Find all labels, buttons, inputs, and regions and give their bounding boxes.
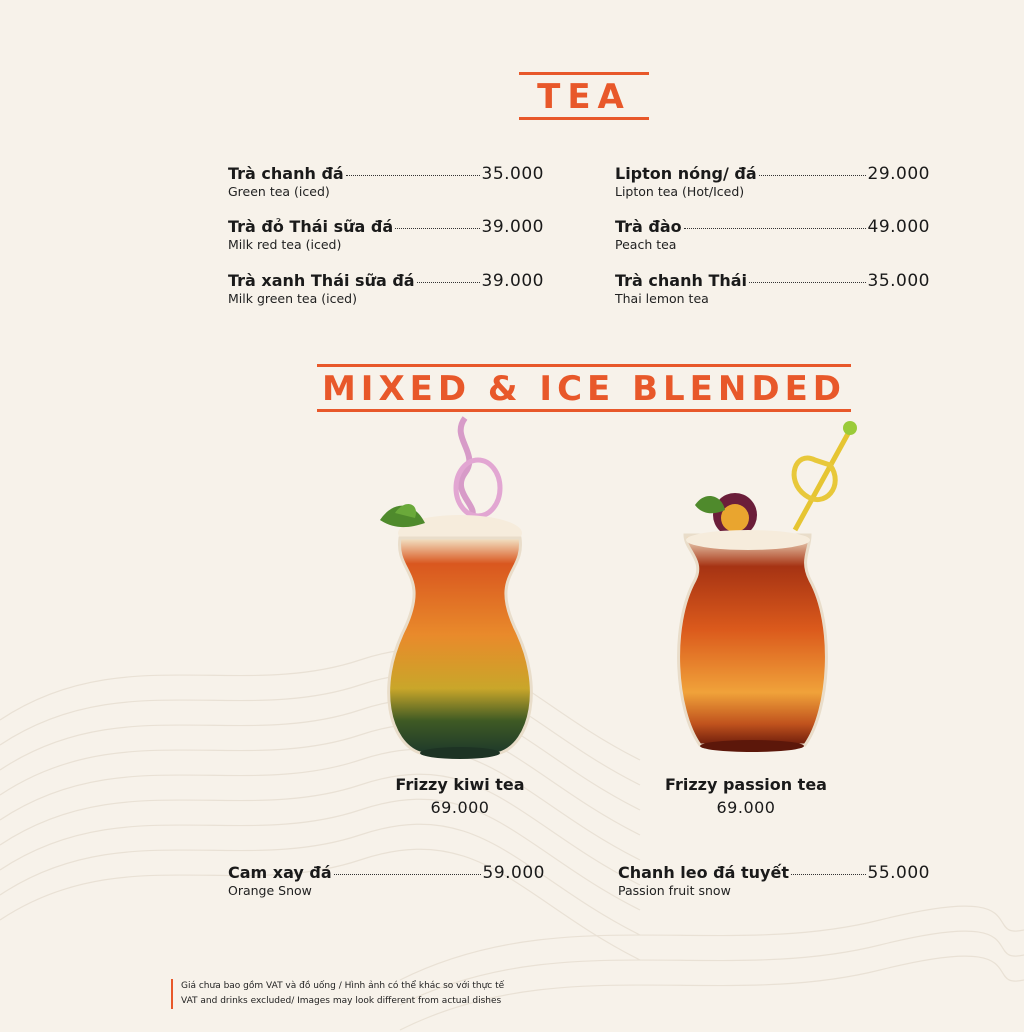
item-name: Lipton nóng/ đá [615,164,757,183]
item-name: Cam xay đá [228,863,332,882]
item-price: 29.000 [867,164,930,184]
item-price: 35.000 [481,164,544,184]
item-subtitle: Passion fruit snow [618,883,731,898]
drink-name: Frizzy kiwi tea [395,775,525,794]
menu-item [615,217,930,252]
dotted-leader [334,874,481,875]
dotted-leader [749,282,865,283]
menu-item [228,217,544,252]
item-subtitle: Orange Snow [228,883,312,898]
drink-price: 69.000 [430,798,490,817]
dotted-leader [417,282,480,283]
passion-tea-photo [660,410,870,760]
featured-drink [370,775,550,817]
menu-item [228,863,545,898]
menu-item [618,863,930,898]
item-name: Trà xanh Thái sữa đá [228,271,415,290]
item-subtitle: Green tea (iced) [228,184,330,199]
item-name: Trà đào [615,217,682,236]
kiwi-tea-photo [370,398,550,763]
footnote-line-vi: Giá chưa bao gồm VAT và đồ uống / Hình ảnh có thể khác so với thực tế [181,981,505,991]
dotted-leader [791,874,866,875]
item-name: Trà chanh Thái [615,271,748,290]
item-name: Trà chanh đá [228,164,344,183]
item-subtitle: Lipton tea (Hot/Iced) [615,184,745,199]
item-name: Trà đỏ Thái sữa đá [228,217,394,236]
item-price: 39.000 [481,217,544,237]
drink-price: 69.000 [716,798,776,817]
menu-item [228,164,544,199]
menu-item [615,271,930,306]
dotted-leader [759,175,866,176]
item-price: 59.000 [482,863,545,883]
item-name: Chanh leo đá tuyết [618,863,789,882]
item-price: 49.000 [867,217,930,237]
item-price: 39.000 [481,271,544,291]
featured-drink [650,775,842,817]
footnote [171,979,504,1009]
item-price: 35.000 [867,271,930,291]
dotted-leader [395,228,479,229]
item-subtitle: Milk red tea (iced) [228,237,342,252]
footnote-line-en: VAT and drinks excluded/ Images may look different from actual dishes [181,996,502,1006]
dotted-leader [684,228,866,229]
drink-name: Frizzy passion tea [665,775,827,794]
section-title-tea: TEA [519,72,649,120]
section-title-mixed: MIXED & ICE BLENDED [317,364,851,412]
dotted-leader [346,175,480,176]
item-price: 55.000 [867,863,930,883]
item-subtitle: Peach tea [615,237,677,252]
item-subtitle: Milk green tea (iced) [228,291,357,306]
menu-item [228,271,544,306]
menu-item [615,164,930,199]
item-subtitle: Thai lemon tea [615,291,709,306]
